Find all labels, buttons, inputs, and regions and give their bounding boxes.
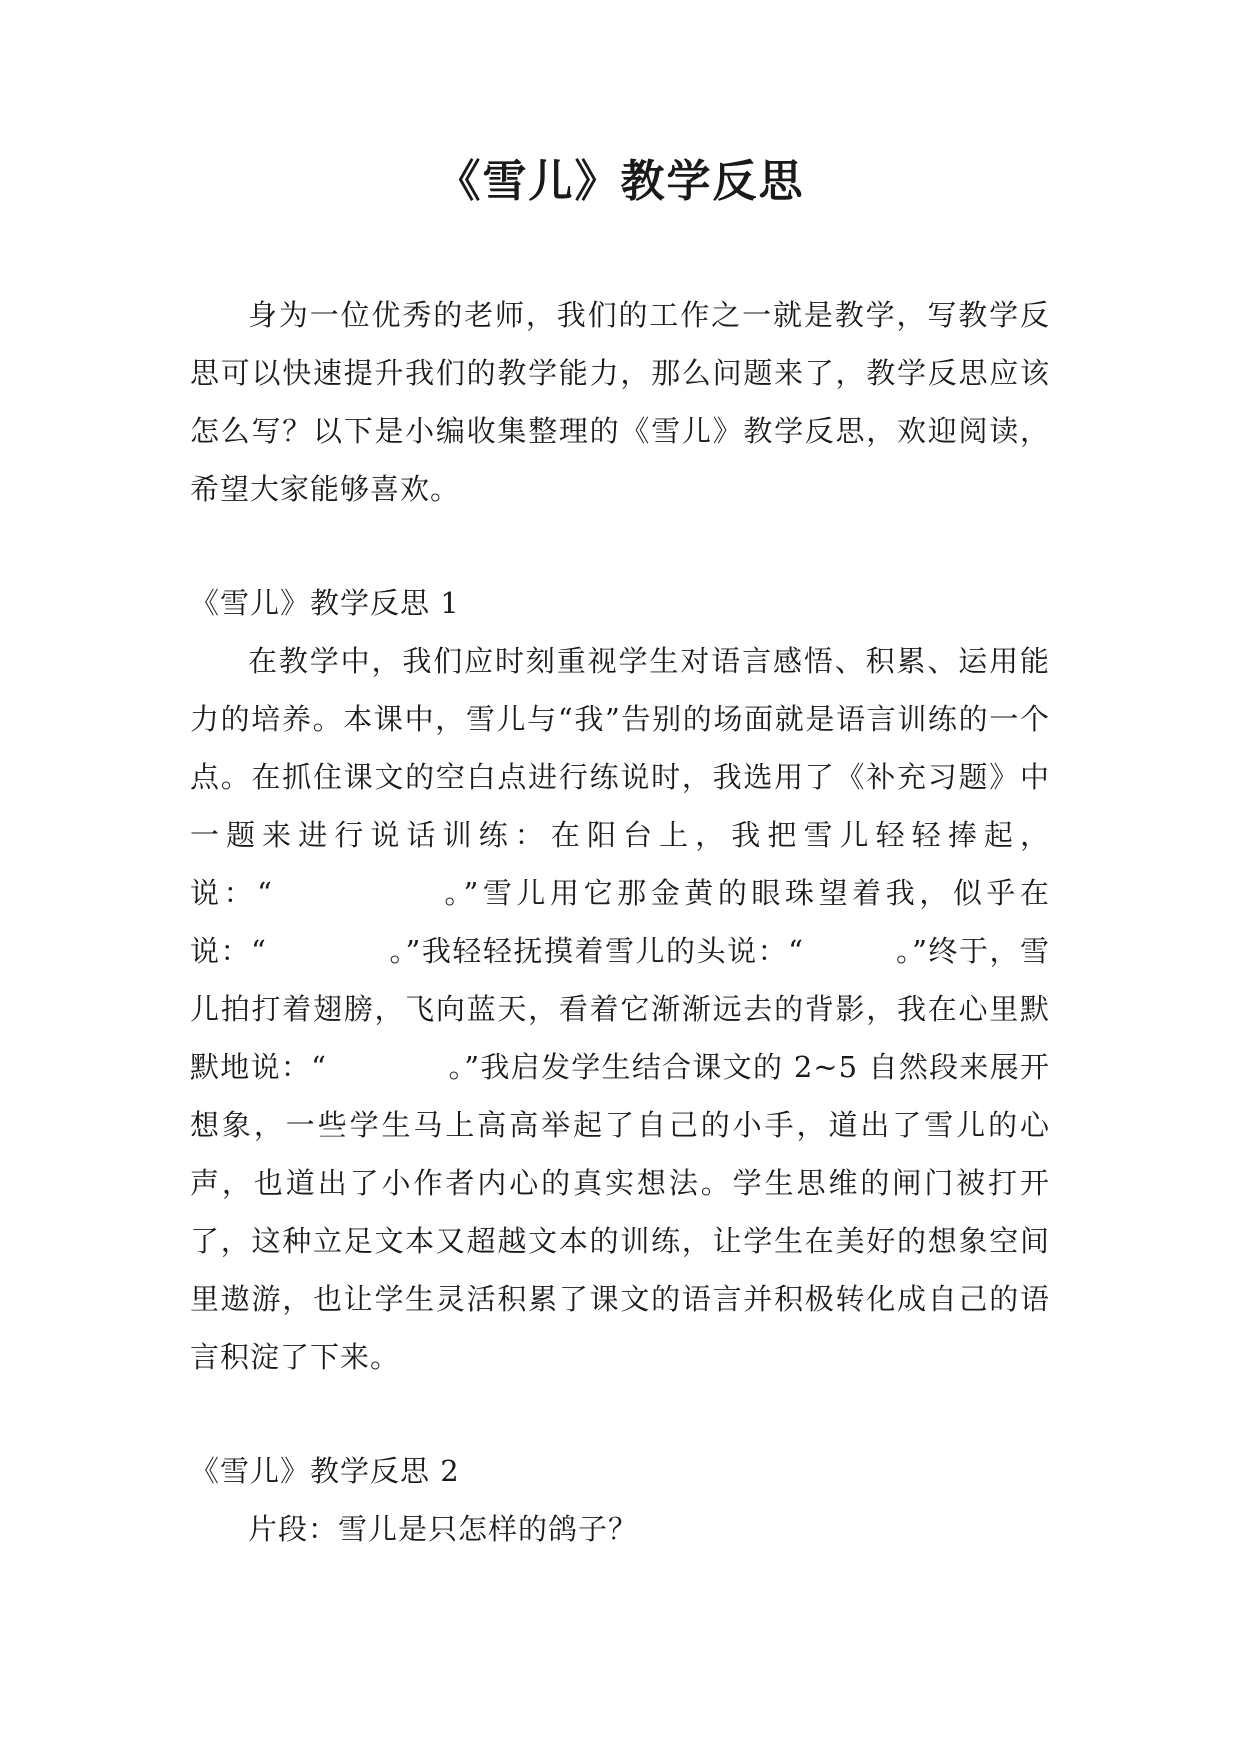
section-heading: 《雪儿》教学反思 1 xyxy=(190,586,460,620)
intro-block xyxy=(190,286,1050,518)
document-title: 《雪儿》教学反思 xyxy=(436,156,805,207)
intro-paragraph: 身为一位优秀的老师，我们的工作之一就是教学，写教学反思可以快速提升我们的教学能力，那么问题来了，教学反思应该怎么写？以下是小编收集整理的《雪儿》教学反思，欢迎阅读，希望大家能够喜欢。 xyxy=(190,298,1050,506)
section-1-body-block xyxy=(190,632,1050,1386)
section-paragraph: 片段：雪儿是只怎样的鸽子？ xyxy=(248,1512,639,1546)
section-2-heading-block xyxy=(190,1442,1050,1500)
section-1-heading-block xyxy=(190,574,1050,632)
section-paragraph: 在教学中，我们应时刻重视学生对语言感悟、积累、运用能力的培养。本课中，雪儿与“我”告别的场面就是语言训练的一个点。在抓住课文的空白点进行练说时，我选用了《补充习题》中一题来进行说话训练：在阳台上，我把雪儿轻轻捧起，说：“ 。”雪儿用它那金黄的眼珠望着我，似乎在说：“ 。”我轻轻抚摸着雪儿的头说：“ 。”终于，雪儿拍打着翅膀，飞向蓝天，看着它渐渐远去的背影，我在心里默默地说：“ 。”我启发学生结合课文的 2~5 自然段来展开想象，一些学生马上高高举起了自己的小手，道出了雪儿的心声，也道出了小作者内心的真实想法。学生思维的闸门被打开了，这种立足文本又超越文本的训练，让学生在美好的想象空间里遨游，也让学生灵活积累了课文的语言并积极转化成自己的语言积淀了下来。 xyxy=(190,644,1050,1374)
section-heading: 《雪儿》教学反思 2 xyxy=(190,1454,460,1488)
section-2-body-block xyxy=(190,1500,1050,1558)
